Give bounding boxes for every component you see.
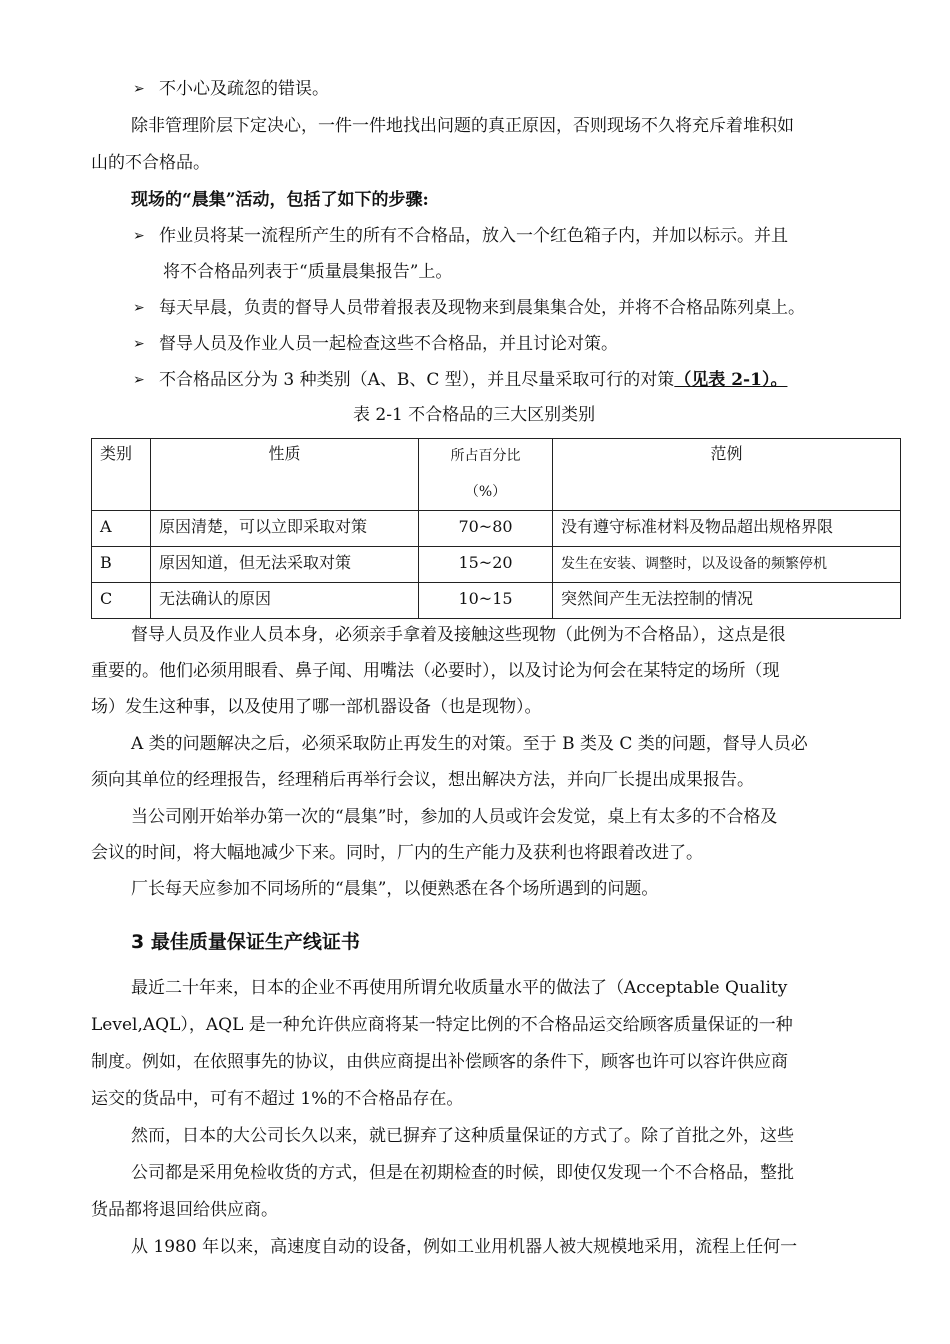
- cell-category: C: [92, 583, 151, 619]
- cell-category: B: [92, 547, 151, 583]
- cell-nature: 无法确认的原因: [151, 583, 419, 619]
- bullet-text-main: 不合格品区分为 3 种类别（A、B、C 型），并且尽量采取可行的对策: [159, 370, 675, 390]
- cell-example: 突然间产生无法控制的情况: [553, 583, 901, 619]
- paragraph-line: 从 1980 年以来，高速度自动的设备，例如工业用机器人被大规模地采用，流程上任何一: [131, 1237, 798, 1257]
- paragraph-line: 公司都是采用免检收货的方式，但是在初期检查的时候，即使仅发现一个不合格品，整批: [131, 1163, 794, 1183]
- table-caption: 表 2-1 不合格品的三大区别类别: [353, 405, 596, 425]
- paragraph-line: Level,AQL），AQL 是一种允许供应商将某一特定比例的不合格品运交给顾客质量保证的一种: [91, 1015, 793, 1035]
- paragraph-line: 须向其单位的经理报告，经理稍后再举行会议，想出解决方法，并向厂长提出成果报告。: [91, 770, 754, 790]
- paragraph-line: 最近二十年来，日本的企业不再使用所谓允收质量水平的做法了（Acceptable Quality: [131, 978, 788, 998]
- bullet-icon: ➢: [133, 228, 145, 244]
- paragraph-line: 货品都将退回给供应商。: [91, 1200, 278, 1220]
- paragraph-line: 会议的时间，将大幅地减少下来。同时，厂内的生产能力及获利也将跟着改进了。: [91, 843, 703, 863]
- paragraph-line: 制度。例如，在依照事先的协议，由供应商提出补偿顾客的条件下，顾客也许可以容许供应商: [91, 1052, 788, 1072]
- header-example: 范例: [553, 439, 901, 511]
- cell-percentage: 10~15: [419, 583, 553, 619]
- bullet-text: [159, 369, 787, 391]
- cell-nature: 原因清楚，可以立即采取对策: [151, 511, 419, 547]
- paragraph-line: 当公司刚开始举办第一次的“晨集”时，参加的人员或许会发觉，桌上有太多的不合格及: [131, 807, 778, 827]
- cell-percentage: 15~20: [419, 547, 553, 583]
- header-percentage: [419, 439, 553, 511]
- table-reference: （见表 2-1）。: [674, 370, 788, 390]
- paragraph-line: 重要的。他们必须用眼看、鼻子闻、用嘴法（必要时），以及讨论为何会在某特定的场所（现: [91, 661, 780, 681]
- paragraph-line: 督导人员及作业人员本身，必须亲手拿着及接触这些现物（此例为不合格品），这点是很: [131, 625, 786, 645]
- paragraph-line: 厂长每天应参加不同场所的“晨集”，以便熟悉在各个场所遇到的问题。: [131, 879, 659, 899]
- table-row: [92, 583, 901, 619]
- bullet-icon: ➢: [133, 336, 145, 352]
- header-nature: 性质: [151, 439, 419, 511]
- paragraph-line: 场）发生这种事，以及使用了哪一部机器设备（也是现物）。: [91, 697, 542, 717]
- bullet-text: 不小心及疏忽的错误。: [159, 79, 329, 99]
- cell-example: 发生在安装、调整时，以及设备的频繁停机: [553, 547, 901, 583]
- bullet-text: 将不合格品列表于“质量晨集报告”上。: [163, 262, 453, 282]
- bullet-icon: ➢: [133, 81, 145, 97]
- bullet-icon: ➢: [133, 300, 145, 316]
- cell-category: A: [92, 511, 151, 547]
- bullet-text: 每天早晨，负责的督导人员带着报表及现物来到晨集集合处，并将不合格品陈列桌上。: [159, 298, 805, 318]
- bullet-text: 作业员将某一流程所产生的所有不合格品，放入一个红色箱子内，并加以标示。并且: [159, 226, 788, 246]
- table-row: [92, 511, 901, 547]
- header-percentage-unit: （%）: [464, 484, 507, 500]
- section-heading: 3 最佳质量保证生产线证书: [131, 931, 360, 953]
- bullet-text: 督导人员及作业人员一起检查这些不合格品，并且讨论对策。: [159, 334, 618, 354]
- bullet-icon: ➢: [133, 372, 145, 388]
- cell-nature: 原因知道，但无法采取对策: [151, 547, 419, 583]
- paragraph-line: 然而，日本的大公司长久以来，就已摒弃了这种质量保证的方式了。除了首批之外，这些: [131, 1126, 794, 1146]
- table-header-row: [92, 439, 901, 511]
- paragraph-line: 除非管理阶层下定决心，一件一件地找出问题的真正原因，否则现场不久将充斥着堆积如: [131, 116, 794, 136]
- defect-category-table: [91, 438, 901, 619]
- table-row: [92, 547, 901, 583]
- paragraph-line: 运交的货品中，可有不超过 1%的不合格品存在。: [91, 1089, 464, 1109]
- section-subtitle: 现场的“晨集”活动，包括了如下的步骤:: [131, 190, 429, 210]
- header-percentage-label: 所占百分比: [450, 448, 521, 464]
- paragraph-line: A 类的问题解决之后，必须采取防止再发生的对策。至于 B 类及 C 类的问题，督导人员必: [131, 734, 808, 754]
- header-category: 类别: [92, 439, 151, 511]
- cell-example: 没有遵守标准材料及物品超出规格界限: [553, 511, 901, 547]
- paragraph-line: 山的不合格品。: [91, 153, 210, 173]
- cell-percentage: 70~80: [419, 511, 553, 547]
